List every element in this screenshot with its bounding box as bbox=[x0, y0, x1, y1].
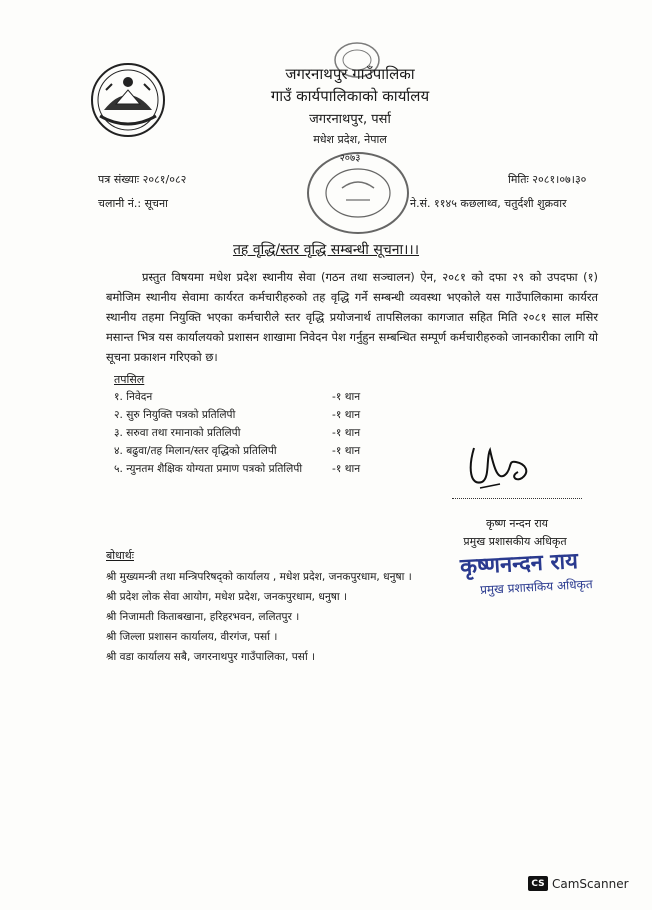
list-item-qty: -१ थान bbox=[332, 409, 361, 421]
list-item: ५. न्युनतम शैक्षिक योग्यता प्रमाण पत्रको प्रतिलिपी bbox=[114, 463, 303, 475]
cc-item: श्री जिल्ला प्रशासन कार्यालय, वीरगंज, पर्सा । bbox=[106, 631, 278, 643]
signatory-name: कृष्ण नन्दन राय bbox=[485, 517, 549, 530]
nepal-sambat-date: ने.सं. ११४५ कछलाथ्व, चतुर्दशी शुक्रवार bbox=[410, 197, 567, 210]
signatory-title: प्रमुख प्रशासकीय अधिकृत bbox=[463, 535, 567, 548]
signature-line bbox=[452, 498, 582, 499]
notice-body: प्रस्तुत विषयमा मधेश प्रदेश स्थानीय सेवा (गठन तथा सञ्चालन) ऐन, २०८१ को दफा २९ को उपदफा (१) बमोजिम स्थानीय सेवामा कार्यरत कर्मचारीहरुको तह वृद्धि गर्ने सम्बन्धी व्यवस्था भएकोले यस गाउँपालिकामा कार्यरत स्थानीय तहमा नियुक्ति भएका कर्मचारीले स्तर वृद्धि प्रयोजनार्थ तापसिलका कागजात सहित मिति २०८१ साल मसिर मसान्त भित्र यस कार्यालयको प्रशासन शाखामा निवेदन पेश गर्नुहुन सम्बन्धित सम्पूर्ण कर्मचारीहरुको जानकारीका लागि यो सूचना प्रकाशन गरिएको छ। bbox=[106, 270, 598, 364]
camscanner-label: CamScanner bbox=[552, 876, 629, 891]
established-year: २०७३ bbox=[339, 153, 361, 164]
reference-number: पत्र संख्याः २०८१/०८२ bbox=[98, 173, 187, 186]
province-name: मधेश प्रदेश, नेपाल bbox=[313, 133, 387, 146]
cc-item: श्री मुख्यमन्त्री तथा मन्त्रिपरिषद्को कार्यालय , मधेश प्रदेश, जनकपुरधाम, धनुषा । bbox=[106, 571, 412, 583]
office-stamp-icon bbox=[302, 148, 414, 238]
list-item-qty: -१ थान bbox=[332, 445, 361, 457]
notice-title: तह वृद्धि/स्तर वृद्धि सम्बन्धी सूचना।।। bbox=[232, 242, 420, 258]
camscanner-watermark bbox=[528, 876, 629, 891]
list-item: १. निवेदन bbox=[114, 391, 153, 403]
cc-item: श्री वडा कार्यालय सबै, जगरनाथपुर गाउँपालिका, पर्सा । bbox=[106, 651, 316, 663]
list-item-qty: -१ थान bbox=[332, 391, 361, 403]
list-item: २. सुरु नियुक्ति पत्रको प्रतिलिपी bbox=[114, 409, 236, 421]
camscanner-logo-icon: CS bbox=[528, 876, 548, 891]
cc-item: श्री प्रदेश लोक सेवा आयोग, मधेश प्रदेश, जनकपुरधाम, धनुषा । bbox=[106, 591, 348, 603]
list-item: ४. बढुवा/तह मिलान/स्तर वृद्धिको प्रतिलिपी bbox=[114, 445, 277, 457]
dispatch-number: चलानी नं.: सूचना bbox=[98, 197, 168, 210]
name-stamp: कृष्णनन्दन राय bbox=[459, 548, 579, 581]
cc-item: श्री निजामती किताबखाना, हरिहरभवन, ललितपुर । bbox=[106, 611, 300, 623]
cc-heading: बोधार्थः bbox=[106, 549, 134, 562]
office-address: जगरनाथपुर, पर्सा bbox=[309, 112, 391, 127]
signature-icon bbox=[460, 438, 540, 493]
nepal-emblem-icon bbox=[88, 60, 168, 140]
list-item-qty: -१ थान bbox=[332, 463, 361, 475]
list-item: ३. सरुवा तथा रमानाको प्रतिलिपी bbox=[114, 427, 241, 439]
letter-date: मितिः २०८१।०७।३० bbox=[508, 173, 587, 186]
municipality-name: जगरनाथपुर गाउँपालिका bbox=[285, 65, 415, 83]
office-name: गाउँ कार्यपालिकाको कार्यालय bbox=[270, 87, 430, 105]
list-item-qty: -१ थान bbox=[332, 427, 361, 439]
attachment-list-heading: तपसिल bbox=[114, 373, 145, 386]
designation-stamp: प्रमुख प्रशासकिय अधिकृत bbox=[479, 577, 593, 597]
